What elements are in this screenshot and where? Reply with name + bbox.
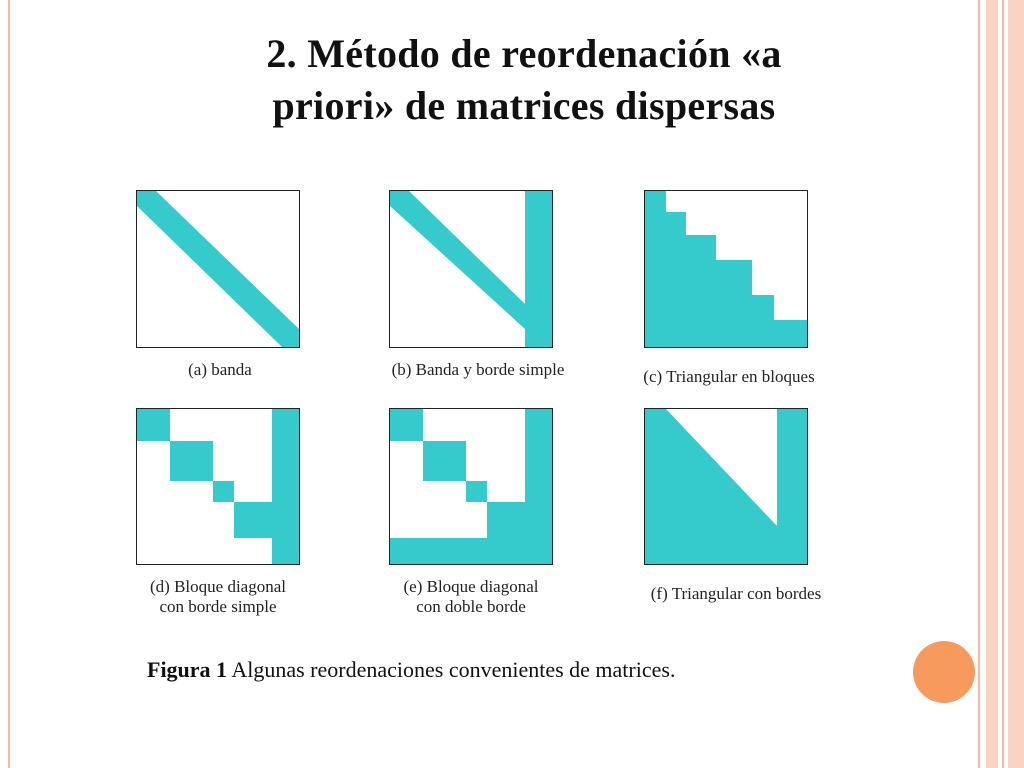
caption-line: (b) Banda y borde simple: [391, 360, 565, 379]
caption-line: (f) Triangular con bordes: [650, 584, 822, 603]
caption-panel-c: [622, 367, 836, 387]
matrix-panel-banda-borde: [389, 190, 553, 348]
caption-line-2: con doble borde: [416, 597, 526, 616]
matrix-diagram-triangular-bloques: [644, 190, 808, 348]
matrix-panel-triangular-bordes: [644, 408, 808, 565]
matrix-panel-triangular-bloques: [644, 190, 808, 348]
title-line-2: priori» de matrices dispersas: [272, 83, 776, 128]
figure-caption: [147, 657, 675, 683]
caption-line: (a) banda: [188, 360, 252, 379]
caption-line: (c) Triangular en bloques: [643, 367, 815, 386]
matrix-diagram-banda-borde: [389, 190, 553, 348]
matrix-panel-bloque-borde-simple: [136, 408, 300, 565]
matrix-diagram-bloque-borde-simple: [136, 408, 300, 565]
caption-line: (e) Bloque diagonal: [403, 577, 539, 596]
matrix-diagram-bloque-doble-borde: [389, 408, 553, 565]
figure-label: Figura 1: [147, 657, 228, 682]
matrix-panel-banda: [136, 190, 300, 348]
figure-caption-text: Algunas reordenaciones convenientes de matrices.: [227, 657, 676, 682]
caption-panel-e: [381, 577, 561, 617]
title-line-1: 2. Método de reordenación «a: [266, 31, 782, 76]
caption-line: (d) Bloque diagonal: [150, 577, 286, 596]
slide-title: [0, 28, 1024, 132]
caption-panel-b: [370, 360, 586, 380]
matrix-diagram-triangular-bordes: [644, 408, 808, 565]
decorative-orange-circle: [913, 641, 975, 703]
caption-panel-a: [150, 360, 290, 380]
matrix-diagram-banda: [136, 190, 300, 348]
matrix-panel-bloque-doble-borde: [389, 408, 553, 565]
caption-line-2: con borde simple: [159, 597, 277, 616]
caption-panel-f: [626, 584, 846, 604]
caption-panel-d: [128, 577, 308, 617]
